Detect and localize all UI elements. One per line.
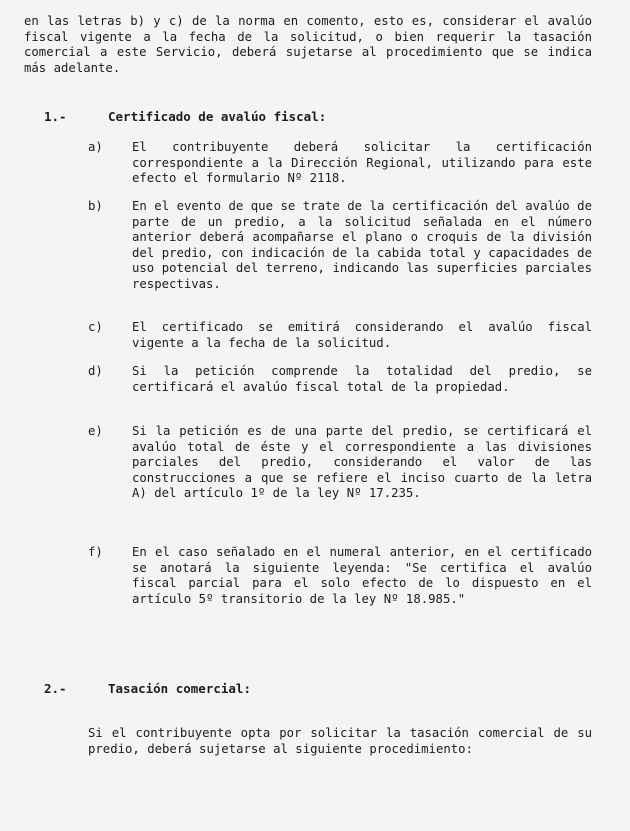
item-text: Si la petición es de una parte del predio, se certificará el avalúo total de éste y el correspondiente a las divisiones parciales del predio, considerando el valor de las construcciones a que se refiere el inciso cuarto de la letra A) del artículo 1º de la ley Nº 17.235.	[132, 424, 592, 501]
item-text: Si la petición comprende la totalidad del predio, se certificará el avalúo fiscal total de la propiedad.	[132, 364, 592, 394]
item-letter: d)	[88, 364, 103, 378]
section-1-title: Certificado de avalúo fiscal:	[108, 109, 327, 124]
section-2-paragraph-block	[88, 726, 592, 774]
item-text: En el caso señalado en el numeral anterior, en el certificado se anotará la siguiente leyenda: "Se certifica el avalúo fiscal parcial para el solo efecto de lo dispuesto en el artículo 5º transitorio de la ley Nº 18.985."	[132, 545, 592, 606]
section-1-number: 1.-	[44, 109, 67, 124]
item-text: El contribuyente deberá solicitar la certificación correspondiente a la Dirección Regional, utilizando para este efecto el formulario Nº 2118.	[132, 140, 592, 186]
section-2-title: Tasación comercial:	[108, 681, 251, 696]
section-2-number: 2.-	[44, 681, 67, 696]
item-letter: f)	[88, 545, 103, 559]
intro-paragraph: en las letras b) y c) de la norma en comento, esto es, considerar el avalúo fiscal vigente a la fecha de la solicitud, o bien requerir la tasación comercial a este Servicio, deberá sujetarse al procedimiento que se indica más adelante.	[24, 14, 592, 75]
item-letter: a)	[88, 140, 103, 154]
item-text: El certificado se emitirá considerando el avalúo fiscal vigente a la fecha de la solicitud.	[132, 320, 592, 350]
list-item-c	[88, 320, 592, 352]
list-item-b	[88, 199, 592, 309]
list-item-d	[88, 364, 592, 412]
section-1-heading	[44, 109, 444, 125]
section-2-heading	[44, 681, 444, 697]
list-item-e	[88, 424, 592, 534]
list-item-a	[88, 140, 592, 188]
item-letter: e)	[88, 424, 103, 438]
item-letter: c)	[88, 320, 103, 334]
item-letter: b)	[88, 199, 103, 213]
list-item-f	[88, 545, 592, 625]
section-2-paragraph: Si el contribuyente opta por solicitar la tasación comercial de su predio, deberá sujetarse al siguiente procedimiento:	[88, 726, 592, 756]
item-text: En el evento de que se trate de la certificación del avalúo de parte de un predio, a la solicitud señalada en el número anterior deberá acompañarse el plano o croquis de la división del predio, con indicación de la cabida total y capacidades de uso potencial del terreno, indicando las superficies parciales respectivas.	[132, 199, 592, 291]
